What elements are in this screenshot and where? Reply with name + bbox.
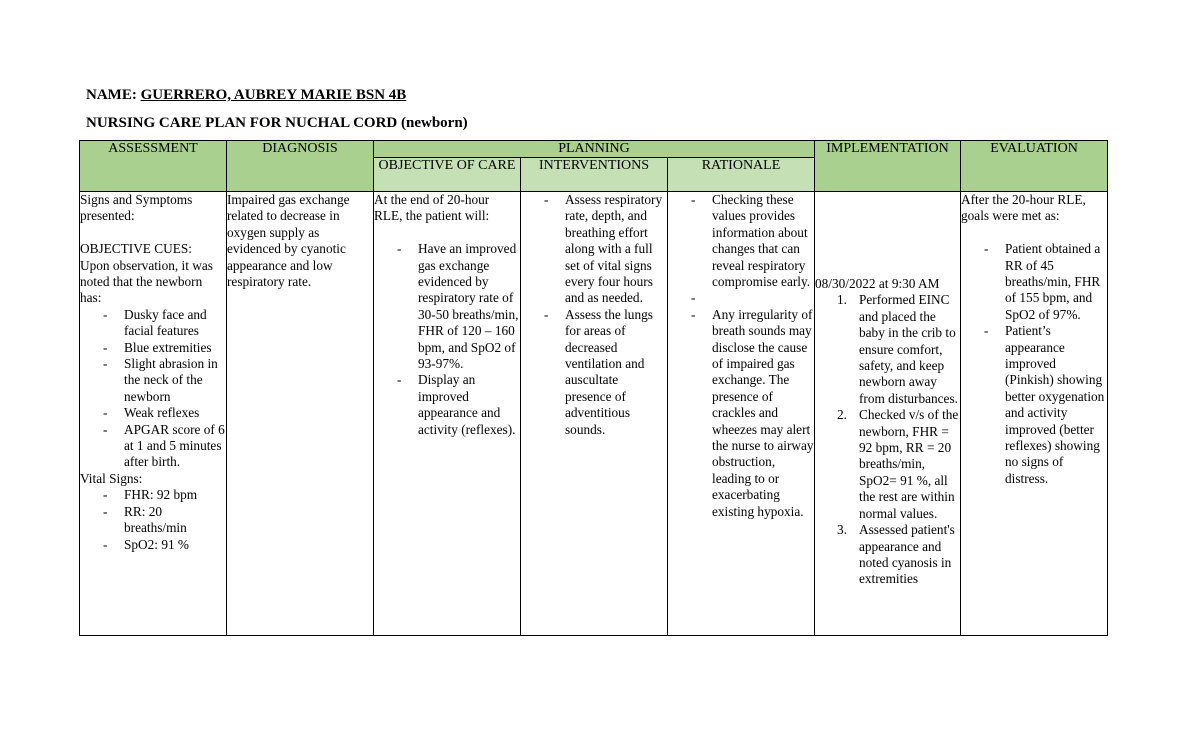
objective-cues-intro: Upon observation, it was noted that the newborn has: — [80, 257, 213, 306]
implementation-datetime: 08/30/2022 at 9:30 AM — [815, 276, 940, 291]
header-objective-of-care: OBJECTIVE OF CARE — [374, 158, 521, 192]
rationale-list — [668, 192, 814, 520]
list-item: - Weak reflexes — [124, 405, 226, 421]
list-item: - RR: 20 breaths/min — [124, 504, 226, 537]
list-item: - APGAR score of 6 at 1 and 5 minutes after birth. — [124, 422, 226, 471]
header-rationale: RATIONALE — [668, 158, 815, 192]
header-evaluation: EVALUATION — [961, 141, 1108, 192]
header-assessment: ASSESSMENT — [80, 141, 227, 192]
header-interventions: INTERVENTIONS — [521, 158, 668, 192]
list-item: - SpO2: 91 % — [124, 537, 226, 553]
list-item: - Checking these values provides information about changes that can reveal respiratory compromise early. — [712, 192, 814, 290]
vital-signs-list — [80, 487, 226, 553]
item-text: Assessed patient's appearance and noted cyanosis in extremities — [859, 522, 955, 587]
evaluation-list — [961, 241, 1107, 487]
name-label: NAME: — [86, 87, 137, 103]
list-item: - Slight abrasion in the neck of the newborn — [124, 356, 226, 405]
list-item — [837, 522, 960, 588]
header-implementation: IMPLEMENTATION — [815, 141, 961, 192]
assessment-intro: Signs and Symptoms presented: — [80, 192, 193, 224]
item-text: Checked v/s of the newborn, FHR = 92 bpm, RR = 20 breaths/min, SpO2= 91 %, all the rest are within normal values. — [859, 407, 959, 521]
name-line — [86, 86, 406, 104]
implementation-list — [815, 292, 960, 587]
objective-cues-list — [80, 307, 226, 471]
list-item: - Have an improved gas exchange evidenced by respiratory rate of 30-50 breaths/min, FHR of 120 – 160 bpm, and SpO2 of 93-97%. — [418, 241, 520, 372]
list-item: - Patient obtained a RR of 45 breaths/min, FHR of 155 bpm, and SpO2 of 97%. — [1005, 241, 1107, 323]
objective-intro: At the end of 20-hour RLE, the patient will: — [374, 192, 490, 224]
objective-cell — [374, 192, 521, 636]
list-item: - Assess respiratory rate, depth, and breathing effort along with a full set of vital signs every four hours and as needed. — [565, 192, 667, 307]
vital-signs-title: Vital Signs: — [80, 470, 143, 486]
implementation-cell — [815, 192, 961, 636]
interventions-list — [521, 192, 667, 438]
list-item: - Assess the lungs for areas of decreased ventilation and auscultate presence of adventitious sounds. — [565, 307, 667, 438]
list-spacer — [712, 290, 814, 306]
list-item: - Dusky face and facial features — [124, 307, 226, 340]
list-item — [837, 407, 960, 522]
list-item: - Patient’s appearance improved (Pinkish) showing better oxygenation and activity improved (better reflexes) showing no signs of distress. — [1005, 323, 1107, 487]
item-number: 2. — [837, 407, 847, 423]
evaluation-intro: After the 20-hour RLE, goals were met as: — [961, 192, 1086, 224]
document-title: NURSING CARE PLAN FOR NUCHAL CORD (newborn) — [86, 115, 468, 131]
diagnosis-cell — [227, 192, 374, 636]
diagnosis-text: Impaired gas exchange related to decrease in oxygen supply as evidenced by cyanotic appearance and low respiratory rate. — [227, 192, 350, 290]
list-item — [837, 292, 960, 407]
list-item: - Blue extremities — [124, 340, 226, 356]
list-item: - FHR: 92 bpm — [124, 487, 226, 503]
list-item: - Display an improved appearance and activity (reflexes). — [418, 372, 520, 438]
rationale-cell — [668, 192, 815, 636]
evaluation-cell — [961, 192, 1108, 636]
item-number: 1. — [837, 292, 847, 308]
assessment-cell — [80, 192, 227, 636]
objective-cues-title: OBJECTIVE CUES: — [80, 241, 192, 257]
list-item: - Any irregularity of breath sounds may disclose the cause of impaired gas exchange. The presence of crackles and wheezes may alert the nurse to airway obstruction, leading to or exacerbating existing hypoxia. — [712, 307, 814, 520]
item-number: 3. — [837, 522, 847, 538]
header-planning: PLANNING — [374, 141, 815, 158]
care-plan-table — [79, 140, 1108, 636]
item-text: Performed EINC and placed the baby in the crib to ensure comfort, safety, and keep newborn away from disturbances. — [859, 292, 958, 406]
objective-list — [374, 241, 520, 438]
header-diagnosis: DIAGNOSIS — [227, 141, 374, 192]
student-name: GUERRERO, AUBREY MARIE BSN 4B — [140, 87, 407, 103]
interventions-cell — [521, 192, 668, 636]
